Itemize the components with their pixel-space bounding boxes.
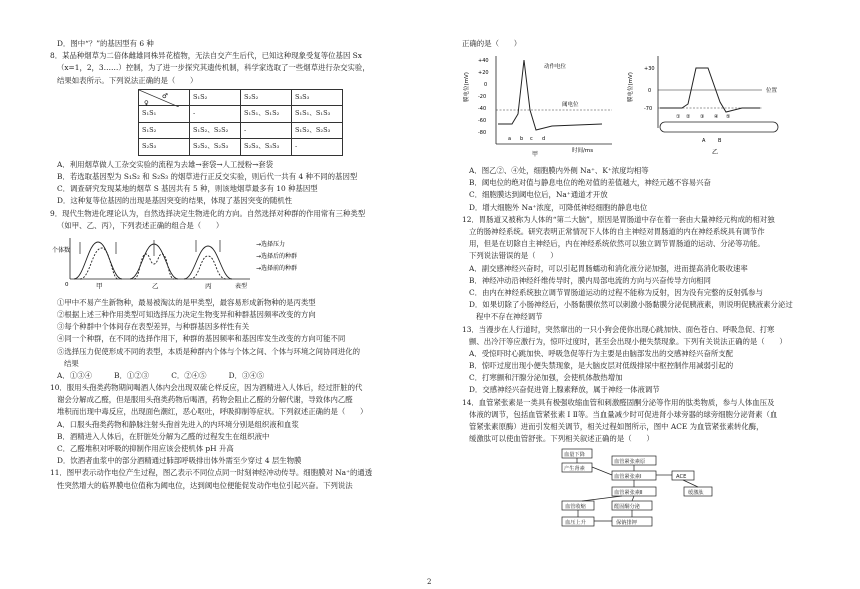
q14-stem-line: 体液的调节，包括血管紧张素 I Ⅱ等。当血量减少时可促进肾小球旁器的球旁细胞分泌肾素（血 <box>469 409 778 419</box>
action-potential-label: 动作电位 <box>544 64 567 71</box>
svg-text:④: ④ <box>714 114 719 121</box>
q11-figures <box>462 52 827 163</box>
q11-option-b: B．阈电位的绝对值与静息电位的绝对值的差值越大，神经元越不容易兴奋 <box>469 178 711 188</box>
yi-y-label: 膜电位(mV) <box>628 72 634 103</box>
table-row <box>139 106 343 123</box>
box-angiotensin-1: 血管紧张素Ⅰ <box>614 474 642 481</box>
q12-stem-line: 下列说法错误的是（ ） <box>469 251 558 261</box>
q13-option-a: A．受惊吓时心跳加快、呼吸急促等行为主要是由脑部发出的交感神经兴奋所支配 <box>469 348 734 358</box>
box-renin: 产生肾素 <box>564 466 585 473</box>
svg-text:c: c <box>530 136 533 143</box>
table-cell: S₂S₃、S₃S₃ <box>241 139 292 156</box>
page-number: 2 <box>427 578 432 586</box>
table-cell: S₁S₁、S₁S₃ <box>292 106 343 123</box>
table-cell: S₂S₂、S₂S₃ <box>190 139 241 156</box>
svg-text:②: ② <box>686 114 691 121</box>
svg-text:+20: +20 <box>478 70 489 77</box>
jia-x-label: 时间/ms <box>572 148 594 155</box>
threshold-label: 阈电位 <box>562 102 579 109</box>
curve-after-bing <box>190 256 226 279</box>
q9-item: ④同一个种群，在不同的选择作用下，种群的基因频率和基因库发生改变的方向可能不同 <box>57 334 346 344</box>
table-col-header: S₁S₂ <box>190 89 241 106</box>
q9-stem-line: 9．现代生物进化理论认为，自然选择决定生物进化的方向。自然选择对种群的作用常有三种类型 <box>50 208 366 218</box>
q12-stem-line: 用，但是在切除自主神经后，内在神经系统依然可以独立调节胃肠道的运动、分泌等功能。 <box>469 239 765 249</box>
table-row <box>139 122 343 139</box>
box-vasoconstriction: 血管收缩 <box>565 504 586 511</box>
q9-stem-line: （如甲、乙、丙），下列表述正确的组合是（ ） <box>57 220 224 230</box>
membrane-potential-figures <box>462 52 812 160</box>
q14-flowchart <box>462 447 827 534</box>
svg-text:b: b <box>520 136 524 143</box>
svg-text:-40: -40 <box>478 106 487 113</box>
table-cell: S₁S₂、S₂S₃ <box>292 122 343 139</box>
jia-y-label: 膜电位(mV) <box>464 72 470 103</box>
x-axis-label: 表型 <box>235 282 248 290</box>
svg-text:B: B <box>718 138 722 145</box>
q10-option-a: A．口服头孢类药物和静脉注射头孢首先进入的内环境分别是组织液和血浆 <box>57 419 299 429</box>
q10-stem-line: 10．服用头孢类药物期间喝酒人体内会出现双硫仑样反应，因为酒精进入人体后，经过肝脏的代 <box>50 383 363 393</box>
q11-option-d: D．增大细胞外 Na⁺浓度，可降低神经细胞的静息电位 <box>469 202 648 212</box>
yi-markers <box>676 114 730 120</box>
svg-text:d: d <box>542 136 546 143</box>
q9-item: ⑤选择压力促使形成不同的表型，本质是种群内个体与个体之间、个体与环境之间协同进化的 <box>57 346 361 356</box>
curve-before-jia <box>74 242 122 279</box>
q10-stem-line: 谢会分解成乙醛，但是服用头孢类药物后喝酒，药物会阻止乙醛的分解代谢，导致体内乙醛 <box>57 395 353 405</box>
svg-text:⑤: ⑤ <box>726 114 731 121</box>
q8-stem-line: 8．某品种烟草为二倍体雌雄同株异花植物，无法自交产生后代，已知这种现象受复等位基因 Sx <box>50 51 362 61</box>
legend-pressure: →选择压力 <box>256 240 286 248</box>
q11-option-c: C．细胞膜达到阈电位后，Na⁺通道才开放 <box>469 190 608 200</box>
curve-after-jia <box>80 248 118 279</box>
label-jia: 甲 <box>96 281 103 290</box>
genotype-table <box>138 89 343 156</box>
curve-after-yi <box>134 254 174 279</box>
svg-text:0: 0 <box>484 82 488 89</box>
q10-option-b: B．酒精进入人体后，在肝脏处分解为乙醛的过程发生在组织液中 <box>57 431 270 441</box>
yi-tick: +30 <box>644 66 655 73</box>
q12-stem-line: 立的肠神经系统。研究表明正常情况下人体的自主神经对胃肠道的内在神经系统具有调节作 <box>469 227 765 236</box>
table-cell: - <box>241 122 292 139</box>
box-bp-rise: 血压上升 <box>565 520 586 527</box>
svg-text:③: ③ <box>700 114 705 121</box>
yi-tick: 0 <box>648 88 652 95</box>
svg-text:A: A <box>702 138 706 145</box>
q11-stem-line: 性突然增大的临界膜电位值称为阈电位，达到阈电位便能促发动作电位引起兴奋。下列说法 <box>57 480 353 490</box>
left-column <box>50 38 450 492</box>
q11-stem-line: 11．图甲表示动作电位产生过程，图乙表示不同位点同一时刻神经冲动传导。细胞膜对 Na⁺的通透 <box>50 468 373 478</box>
q10-option-c: C．乙醛堆积对呼吸的抑制作用应该会使机体 pH 升高 <box>57 444 234 453</box>
box-bradykinin: 缓激肽 <box>688 490 704 497</box>
q12-stem-line: 12．胃肠道又被称为人体的“第二大脑”，原因是胃肠道中存在着一套由大量神经元构成的相对独 <box>462 214 775 224</box>
table-cell: - <box>292 139 343 156</box>
table-col-header: S₂S₂ <box>241 89 292 106</box>
table-cell: S₁S₂、S₂S₂ <box>190 122 241 139</box>
right-column <box>462 38 827 536</box>
male-symbol: ♂ <box>162 91 168 100</box>
q8-option-c: C．调查研究发现某地的烟草 S 基因共有 5 种，则该地烟草最多有 10 种基因型 <box>57 184 318 194</box>
box-angiotensinogen: 血管紧张素原 <box>614 459 646 466</box>
box-blood-volume-drop: 血量下降 <box>564 452 585 459</box>
action-potential-curve <box>498 60 602 130</box>
q8-option-d: D．这种复等位基因的出现是基因突变的结果，体现了基因突变的随机性 <box>57 196 293 206</box>
svg-text:-60: -60 <box>478 118 487 125</box>
table-cell: S₁S₁、S₁S₂ <box>241 106 292 123</box>
q8-stem-line: （x=1，2，3……）控制，为了进一步探究其遗传机制，科学家选取了一些烟草进行杂交实验， <box>57 63 370 73</box>
selection-diagram <box>50 234 350 292</box>
q13-stem-line: 颤、出冷汗等应激行为，惊吓过度时，甚至会出现小便失禁现象。下列有关说法正确的是（ ） <box>469 336 787 346</box>
q11-stem-continued: 正确的是（ ） <box>462 39 522 48</box>
origin-label: 0 <box>65 281 69 288</box>
table-row-header: S₁S₂ <box>139 122 190 139</box>
nerve-fiber <box>660 122 778 132</box>
legend-before: →选择前的种群 <box>256 264 298 272</box>
svg-text:-20: -20 <box>478 94 487 101</box>
female-symbol: ♀ <box>144 98 149 107</box>
q12-option-b: B．神经冲动沿神经纤维传导时，膜内局部电流的方向与兴奋传导方向相同 <box>469 275 711 285</box>
svg-text:a: a <box>508 136 512 143</box>
box-aldosterone: 醛固酮分泌 <box>614 504 640 511</box>
y-axis-label: 个体数 <box>52 246 71 254</box>
table-corner <box>139 89 190 106</box>
q14-stem-line: 缓激肽可以使血管舒张。下列相关叙述正确的是（ ） <box>469 434 654 444</box>
box-angiotensin-2: 血管紧张素Ⅱ <box>614 490 643 497</box>
table-col-header: S₃S₃ <box>292 89 343 106</box>
position-label: 位置 <box>766 88 778 95</box>
q12-option-d: D．如果切除了小肠神经后，小肠黏膜依然可以刺激小肠黏膜分泌促胰液素，则说明促胰液素分泌过 <box>469 300 793 310</box>
q12-option-c: C．由内在神经系统独立调节胃肠道运动的过程不能称为反射，因为没有完整的反射弧参与 <box>469 287 763 297</box>
q9-item: ②根据上述三种作用类型可知选择压力决定生物变异和种群基因频率改变的方向 <box>57 309 316 319</box>
label-bing: 丙 <box>205 281 212 290</box>
q13-stem-line: 13．当漫步在人行道时，突然窜出的一只小狗会使你出现心跳加快、面色苍白、呼吸急促、打寒 <box>462 324 775 334</box>
q10-stem-line: 堆积而出现中毒反应，出现面色潮红，恶心呕吐，呼吸抑制等症状。下列叙述正确的是（ ） <box>57 407 368 417</box>
table-row-header: S₁S₁ <box>139 106 190 123</box>
box-ace: ACE <box>676 474 687 481</box>
q12-option-d-cont: 程中不存在神经调节 <box>476 312 543 322</box>
selection-figure <box>50 234 450 295</box>
q14-stem-line: 管紧张素原酶）进而引发相关调节，相关过程如图所示，图中 ACE 为血管紧张素转化酶， <box>469 422 764 431</box>
yi-tick: -70 <box>644 106 653 113</box>
raas-flowchart <box>462 447 802 531</box>
q14-stem-line: 14．血管紧张素是一类具有极强收缩血管和刺激醛固酮分泌等作用的肽类物质，参与人体血压及 <box>462 397 775 407</box>
table-cell: - <box>190 106 241 123</box>
svg-text:-80: -80 <box>478 130 487 137</box>
table-diagonal <box>139 90 179 107</box>
q8-option-b: B．若选取基因型为 S₁S₂ 和 S₂S₃ 的烟草进行正反交实验，则后代一共有 4 种不同的基因型 <box>57 171 358 181</box>
table-row <box>139 139 343 156</box>
q13-option-d: D．交感神经兴奋促进肾上腺素释放，属于神经一体液调节 <box>469 385 660 395</box>
q8-stem-line: 结果如表所示。下列说法正确的是（ ） <box>57 75 198 85</box>
q13-option-c: C．打寒颤和汗腺分泌加强，会使机体散热增加 <box>469 373 623 383</box>
q13-option-b: B．惊吓过度出现小便失禁现象，是大脑皮层对低级排尿中枢控制作用减弱引起的 <box>469 361 734 371</box>
q8-option-a: A．利用烟草做人工杂交实验的流程为去雄→套袋→人工授粉→套袋 <box>57 159 274 169</box>
q11-option-a: A．图乙②、④处，细胞膜内外侧 Na⁺、K⁺浓度均相等 <box>469 166 649 176</box>
jia-name: 甲 <box>532 151 539 159</box>
box-na-k: 保钠排钾 <box>616 520 637 527</box>
table-row-header: S₂S₃ <box>139 139 190 156</box>
jia-ticks <box>478 58 489 136</box>
yi-name: 乙 <box>712 149 719 157</box>
q7-option-d: D．图中“？”的基因型有 6 种 <box>57 39 154 48</box>
svg-text:+40: +40 <box>478 58 489 65</box>
q9-item: ①甲中不易产生新物种，最易被淘汰的是甲类型，最容易形成新物种的是丙类型 <box>57 297 316 307</box>
q9-options: A．①③④ B．①②③ C．②④⑤ D．③④⑤ <box>57 370 265 380</box>
q10-option-d: D．饮酒者血浆中的部分酒精通过肺部呼吸排出体外需至少穿过 4 层生物膜 <box>57 456 302 466</box>
legend-after: →选择后的种群 <box>256 252 298 260</box>
svg-text:①: ① <box>676 114 681 121</box>
q12-option-a: A．副交感神经兴奋时，可以引起胃肠蠕动和消化液分泌加强，进而提高消化吸收速率 <box>469 263 748 273</box>
q9-item: ③每个种群中个体间存在表型差异，与种群基因多样性有关 <box>57 322 250 332</box>
label-yi: 乙 <box>152 281 159 290</box>
curve-before-bing <box>184 246 232 279</box>
q9-item: 结果 <box>64 358 79 368</box>
